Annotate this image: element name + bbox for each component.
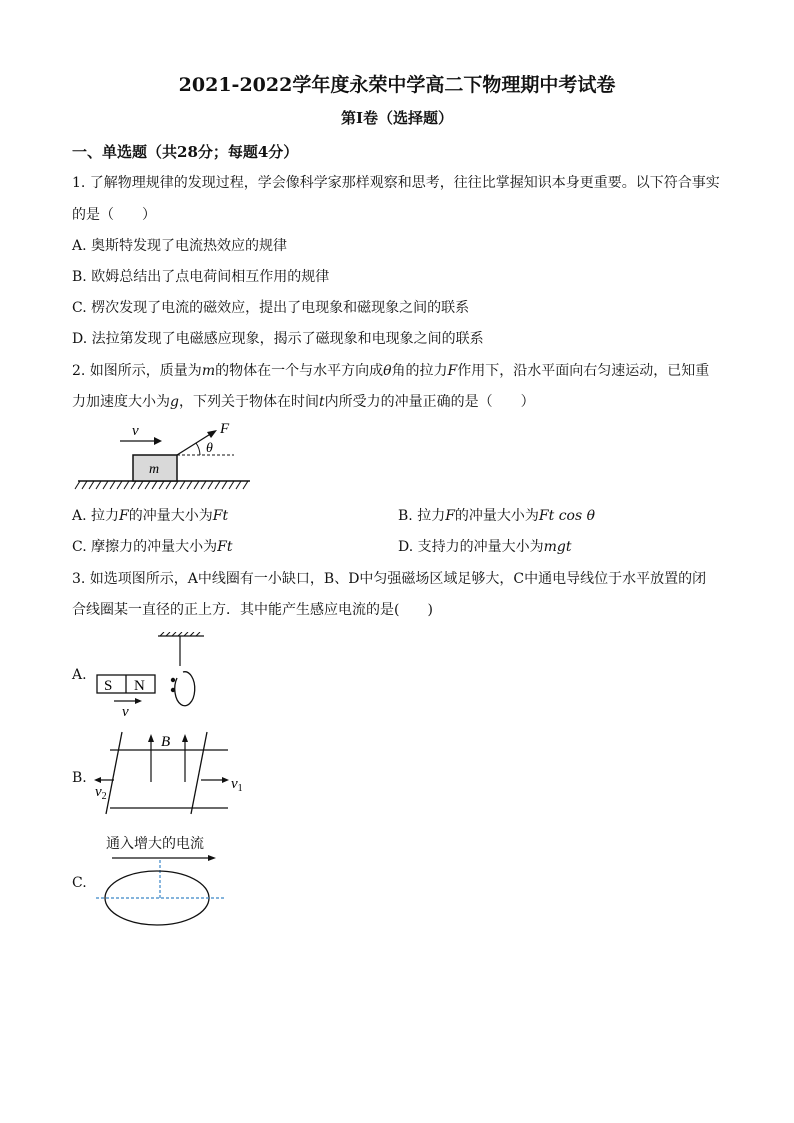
- gap-terminal: [171, 678, 175, 682]
- q3-figc-label: C.: [72, 875, 87, 891]
- q2-stem-line2: 力加速度大小为g，下列关于物体在时间t内所受力的冲量正确的是（ ）: [72, 394, 535, 410]
- q1-stem-line1: 1. 了解物理规律的发现过程，学会像科学家那样观察和思考，往往比掌握知识本身更重要。以下符合事实: [72, 175, 720, 191]
- velocity-arrow: [120, 437, 162, 445]
- field-arrow: [182, 734, 188, 782]
- q2-stem-line1: 2. 如图所示，质量为m的物体在一个与水平方向成θ角的拉力F作用下，沿水平面向右匀速运动，已知重: [72, 363, 710, 379]
- ground: [75, 481, 250, 489]
- mass-label: m: [149, 462, 160, 477]
- coil-with-gap: [175, 672, 195, 706]
- q1-option-b: B. 欧姆总结出了点电荷间相互作用的规律: [72, 269, 330, 285]
- q3-stem-line2: 合线圈某一直径的正上方．其中能产生感应电流的是( ): [72, 602, 433, 618]
- q2-option-a: A. 拉力F的冲量大小为Ft: [72, 508, 229, 524]
- rod-right: [191, 732, 207, 814]
- q3-figure-b: [94, 730, 254, 815]
- section-heading: 一、单选题（共28分；每题4分）: [72, 143, 299, 161]
- field-label: B: [161, 734, 171, 750]
- force-label: F: [220, 421, 230, 437]
- velocity-label: v: [122, 704, 129, 720]
- q1-option-d: D. 法拉第发现了电磁感应现象，揭示了磁现象和电现象之间的联系: [72, 331, 484, 347]
- q3-stem-line1: 3. 如选项图所示，A中线圈有一小缺口，B、D中匀强磁场区域足够大，C中通电导线位于水平放置的闭: [72, 571, 707, 587]
- q3-figb-label: B.: [72, 770, 87, 786]
- exam-subtitle: 第I卷（选择题）: [340, 109, 454, 127]
- exam-title: 2021-2022学年度永荣中学高二下物理期中考试卷: [178, 74, 616, 96]
- q3-figure-a: [94, 632, 204, 722]
- q2-option-b: B. 拉力F的冲量大小为Ft cos θ: [398, 508, 596, 524]
- magnet-south: S: [104, 678, 113, 694]
- gap-terminal: [171, 688, 175, 692]
- q3-figa-label: A.: [72, 667, 87, 683]
- velocity-label: v: [132, 423, 139, 439]
- q2-option-c: C. 摩擦力的冲量大小为Ft: [72, 539, 233, 555]
- q1-option-c: C. 楞次发现了电流的磁效应，提出了电现象和磁现象之间的联系: [72, 300, 470, 316]
- angle-arc: [196, 443, 200, 455]
- ceiling-support: [158, 632, 204, 666]
- velocity-v1-label: $v_1$: [231, 776, 243, 794]
- current-wire-arrow: [112, 855, 216, 861]
- velocity-v1-arrow: [201, 777, 229, 783]
- q1-option-a: A. 奥斯特发现了电流热效应的规律: [72, 238, 288, 254]
- velocity-v2-arrow: [94, 777, 114, 783]
- rod-left: [106, 732, 122, 814]
- q1-stem-line2: 的是（ ）: [72, 207, 156, 223]
- angle-label: θ: [206, 441, 213, 456]
- velocity-v2-label: $v_2$: [95, 784, 107, 802]
- magnet-north: N: [134, 678, 145, 694]
- q3-figure-c: [94, 852, 234, 932]
- field-arrow: [148, 734, 154, 782]
- q2-figure: [72, 415, 262, 495]
- q2-option-d: D. 支持力的冲量大小为mgt: [398, 539, 572, 555]
- q3-figc-caption: 通入增大的电流: [106, 836, 204, 852]
